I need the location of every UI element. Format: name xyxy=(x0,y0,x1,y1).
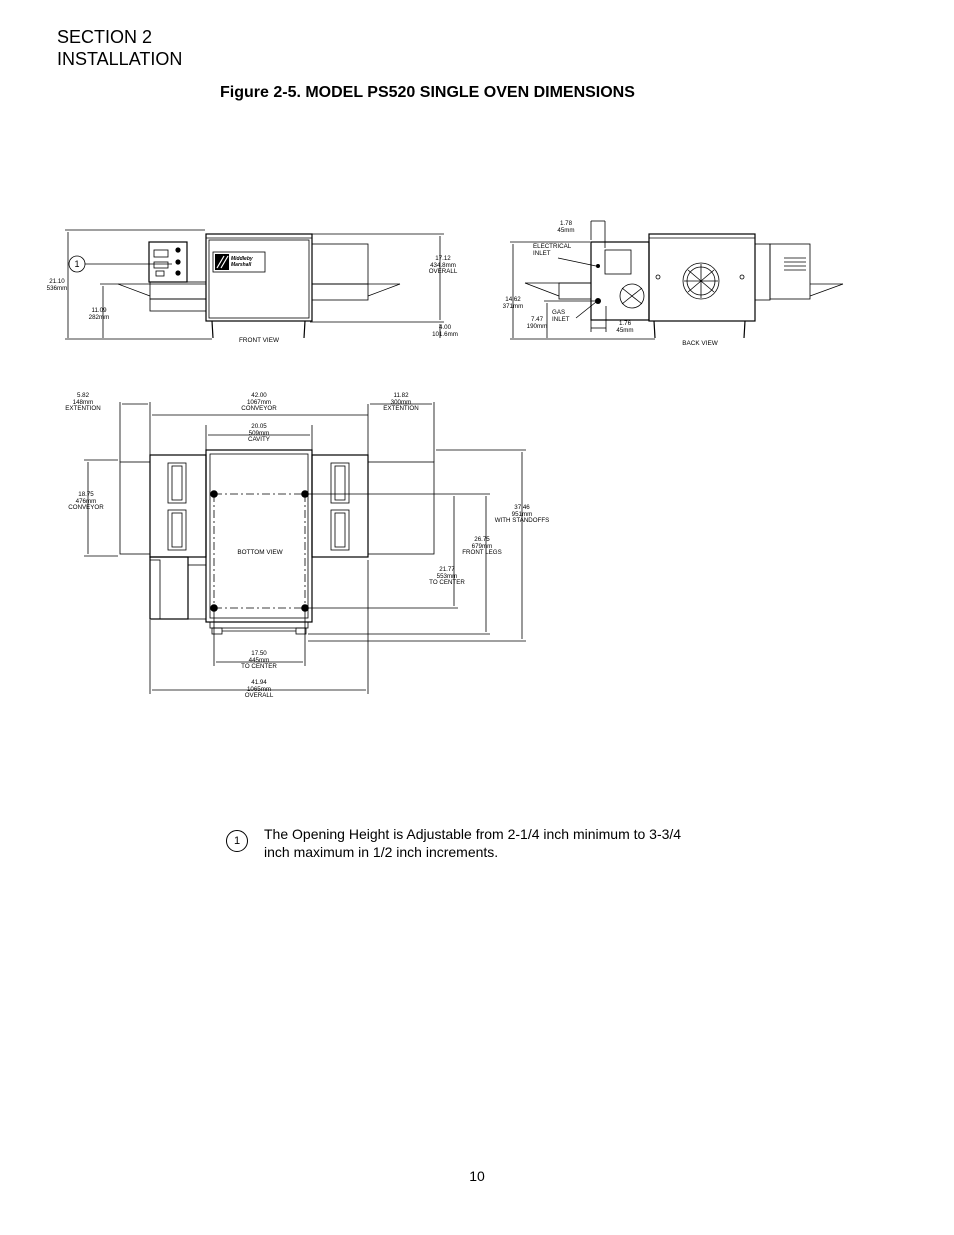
electrical-inlet-label: ELECTRICAL INLET xyxy=(533,243,572,257)
dim-conveyor-width: 18.75 476mm CONVEYOR xyxy=(68,491,104,512)
dim-conveyor-height: 11.09 282mm xyxy=(88,307,110,321)
middleby-logo: Middleby Marshall xyxy=(231,256,253,268)
dim-to-center-width: 17.50 445mm TO CENTER xyxy=(241,650,277,671)
page-number: 10 xyxy=(469,1168,485,1184)
dim-to-center-depth: 21.77 553mm TO CENTER xyxy=(429,566,465,587)
section-title: INSTALLATION xyxy=(57,49,183,69)
front-view-drawing xyxy=(65,230,444,339)
note-text: The Opening Height is Adjustable from 2-1/4 inch minimum to 3-3/4 inch maximum in 1/2 inch increments. xyxy=(264,826,682,860)
gas-inlet-label: GAS INLET xyxy=(552,309,570,323)
dim-top-offset: 1.78 45mm xyxy=(557,220,575,234)
dim-bottom-offset: 1.76 45mm xyxy=(616,320,634,334)
dim-overall-width: 41.94 1065mm OVERALL xyxy=(244,679,274,700)
dim-height: 14.62 371mm xyxy=(502,296,524,310)
section-number: SECTION 2 xyxy=(57,27,153,47)
front-view-label: FRONT VIEW xyxy=(238,337,279,344)
dim-cavity: 20.05 509mm CAVITY xyxy=(248,423,270,444)
dim-with-standoffs: 37.46 951mm WITH STANDOFFS xyxy=(494,504,550,525)
dim-gas-height: 7.47 190mm xyxy=(526,316,548,330)
note-number: 1 xyxy=(226,830,248,852)
dim-front-legs: 26.75 679mm FRONT LEGS xyxy=(462,536,502,557)
dim-extension-left: 5.82 148mm EXTENTION xyxy=(65,392,101,413)
callout-number: 1 xyxy=(74,259,80,269)
bottom-view-label: BOTTOM VIEW xyxy=(237,549,283,556)
dim-height-overall: 17.12 434.8mm OVERALL xyxy=(428,255,458,276)
figure-title: Figure 2-5. MODEL PS520 SINGLE OVEN DIMENSIONS xyxy=(220,84,635,101)
dim-conveyor-length: 42.00 1067mm CONVEYOR xyxy=(241,392,277,413)
dim-total-height: 21.10 536mm xyxy=(46,278,68,292)
dim-leg-height: 4.00 101.6mm xyxy=(432,324,458,338)
back-view-label: BACK VIEW xyxy=(682,340,718,347)
dim-extension-right: 11.82 300mm EXTENTION xyxy=(383,392,419,413)
